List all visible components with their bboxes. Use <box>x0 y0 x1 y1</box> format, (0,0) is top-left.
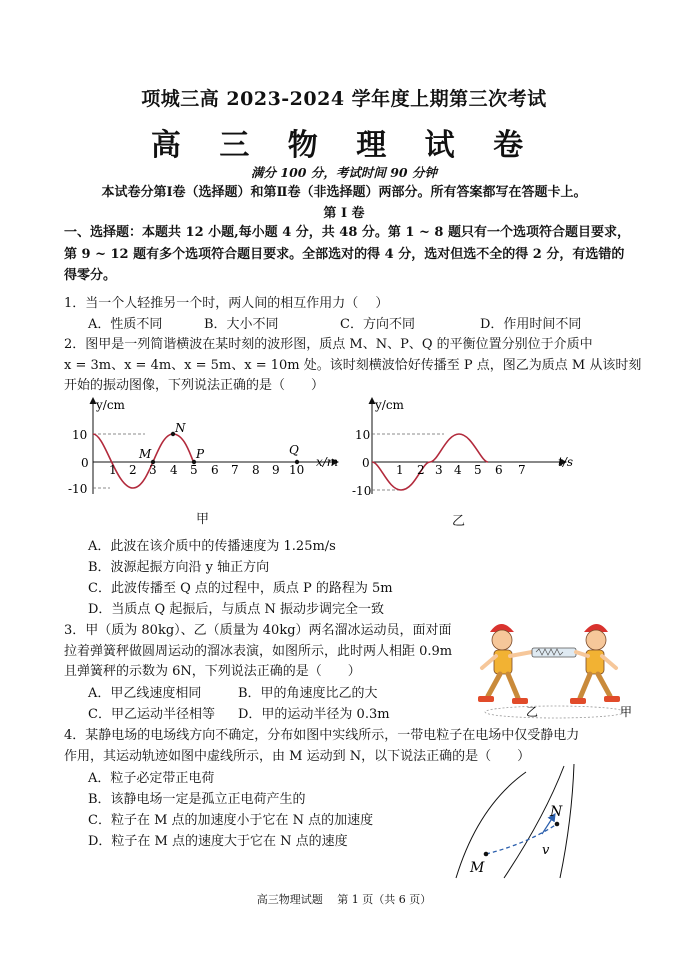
spring-scale <box>532 648 576 657</box>
graph-a-xtick-7: 7 <box>231 463 239 477</box>
q1-option-c: C．方向不同 <box>340 317 415 332</box>
graph-a-caption: 甲 <box>196 512 210 527</box>
graph-a-xtick-3: 3 <box>149 463 157 477</box>
q2-option-a: A．此波在该介质中的传播速度为 1.25m/s <box>88 539 336 554</box>
q2-option-c: C．此波传播至 Q 点的过程中，质点 P 的路程为 5m <box>88 581 393 596</box>
q3-line2: 拉着弹簧秤做圆周运动的溜冰表演，如图所示，此时两人相距 0.9m <box>64 644 453 659</box>
graph-a-xtick-8: 8 <box>252 463 260 477</box>
q1-option-a: A．性质不同 <box>88 317 163 332</box>
graph-a-ytick-neg10: -10 <box>68 482 88 496</box>
graph-a-xtick-4: 4 <box>170 463 178 477</box>
q2-option-d: D．当质点 Q 起振后，与质点 N 振动步调完全一致 <box>88 602 384 617</box>
section-intro: 一、选择题：本题共 12 小题,每小题 4 分，共 48 分。第 1 ~ 8 题只有一个选项符合题目要求，第 9 ~ 12 题有多个选项符合题目要求。全部选对的得 4 分，选对但选不全的得 2 分，有选错的得零分。 <box>64 225 630 283</box>
graph-b-ytick-0: 0 <box>362 456 370 470</box>
graph-a-ytick-0: 0 <box>81 456 89 470</box>
graph-b-ytick-neg10: -10 <box>352 484 372 498</box>
q3-option-d: D．甲的运动半径为 0.3m <box>238 707 390 722</box>
q1-stem: 1．当一个人轻推另一个时，两人间的相互作用力（ ） <box>64 296 389 311</box>
graph-b-xtick-2: 2 <box>417 463 425 477</box>
q3-line1: 3．甲（质为 80kg）、乙（质量为 40kg）两名溜冰运动员，面对面 <box>64 623 452 638</box>
label-n-q4: N <box>550 804 563 820</box>
wave-curve <box>93 434 194 488</box>
graph-b-xlabel: t/s <box>558 455 574 469</box>
field-lines-figure <box>446 760 596 882</box>
q2-line3: 开始的振动图像，下列说法正确的是（ ） <box>64 378 325 393</box>
skater-yi <box>478 624 532 704</box>
graph-a-ytick-10: 10 <box>72 428 88 442</box>
graph-a-xtick-1: 1 <box>109 463 117 477</box>
q4-line2: 作用，其运动轨迹如图中虚线所示，由 M 运动到 N，以下说法正确的是（ ） <box>64 749 531 764</box>
graph-b-xtick-7: 7 <box>518 463 526 477</box>
q4-option-d: D．粒子在 M 点的速度大于它在 N 点的速度 <box>88 834 348 849</box>
school-title: 项城三高 2023-2024 学年度上期第三次考试 <box>141 88 547 110</box>
label-yi: 乙 <box>526 705 539 719</box>
q3-line3: 且弹簧秤的示数为 6N，下列说法正确的是（ ） <box>64 664 361 679</box>
score-time: 满分 100 分，考试时间 90 分钟 <box>251 165 437 180</box>
point-n-dot-q4 <box>555 822 560 827</box>
graph-a-xtick-2: 2 <box>129 463 137 477</box>
graph-b-xtick-3: 3 <box>435 463 443 477</box>
q3-option-c: C．甲乙运动半径相等 <box>88 707 215 722</box>
graph-a-xlabel: x/m <box>316 455 339 469</box>
page-footer: 高三物理试题 第 1 页（共 6 页） <box>256 893 432 906</box>
q2-line2: x = 3m、x = 4m、x = 5m、x = 10m 处。该时刻横波恰好传播至 P 点，图乙为质点 M 从该时刻 <box>64 358 642 373</box>
q3-option-a: A．甲乙线速度相同 <box>88 686 202 701</box>
q2-line1: 2．图甲是一列简谐横波在某时刻的波形图，质点 M、N、P、Q 的平衡位置分别位于介质中 <box>64 337 593 352</box>
graph-b-xtick-5: 5 <box>474 463 482 477</box>
q1-option-b: B．大小不同 <box>204 317 279 332</box>
label-jia: 甲 <box>620 705 633 719</box>
q4-option-c: C．粒子在 M 点的加速度小于它在 N 点的加速度 <box>88 813 374 828</box>
graph-a-ylabel: y/cm <box>96 398 125 412</box>
q1-option-d: D．作用时间不同 <box>480 317 582 332</box>
field-line-1 <box>456 772 526 878</box>
q4-option-a: A．粒子必定带正电荷 <box>88 771 215 786</box>
q3-option-b: B．甲的角速度比乙的大 <box>238 686 378 701</box>
point-m-label: M <box>139 447 152 461</box>
point-p-label: P <box>196 447 205 461</box>
vibration-graph-b <box>350 392 580 504</box>
graph-b-ylabel: y/cm <box>375 398 404 412</box>
wave-graph-a <box>60 392 350 504</box>
point-q-label: Q <box>289 443 299 457</box>
label-v-q4: v <box>542 843 550 858</box>
graph-a-xtick-6: 6 <box>211 463 219 477</box>
point-m-dot-q4 <box>484 852 489 857</box>
graph-a-xtick-5: 5 <box>190 463 198 477</box>
skaters-illustration <box>470 612 640 720</box>
composition-note: 本试卷分第Ⅰ卷（选择题）和第Ⅱ卷（非选择题）两部分。所有答案都写在答题卡上。 <box>101 185 587 200</box>
field-line-3 <box>560 764 574 878</box>
graph-b-ytick-10: 10 <box>355 428 371 442</box>
circle-path <box>485 706 625 718</box>
graph-a-xtick-9: 9 <box>272 463 280 477</box>
graph-b-xtick-4: 4 <box>454 463 462 477</box>
graph-b-xtick-1: 1 <box>396 463 404 477</box>
label-m-q4: M <box>470 860 485 876</box>
q4-line1: 4．某静电场的电场线方向不确定，分布如图中实线所示，一带电粒子在电场中仅受静电力 <box>64 728 580 743</box>
graph-b-caption: 乙 <box>452 514 466 529</box>
point-n-label: N <box>175 421 186 435</box>
volume-title: 第 Ⅰ 卷 <box>323 206 365 221</box>
graph-b-xtick-6: 6 <box>495 463 503 477</box>
q4-option-b: B．该静电场一定是孤立正电荷产生的 <box>88 792 306 807</box>
subject-title: 高 三 物 理 试 卷 <box>150 128 538 163</box>
graph-a-xtick-10: 10 <box>289 463 305 477</box>
q2-option-b: B．波源起振方向沿 y 轴正方向 <box>88 560 270 575</box>
skater-jia <box>570 624 620 704</box>
